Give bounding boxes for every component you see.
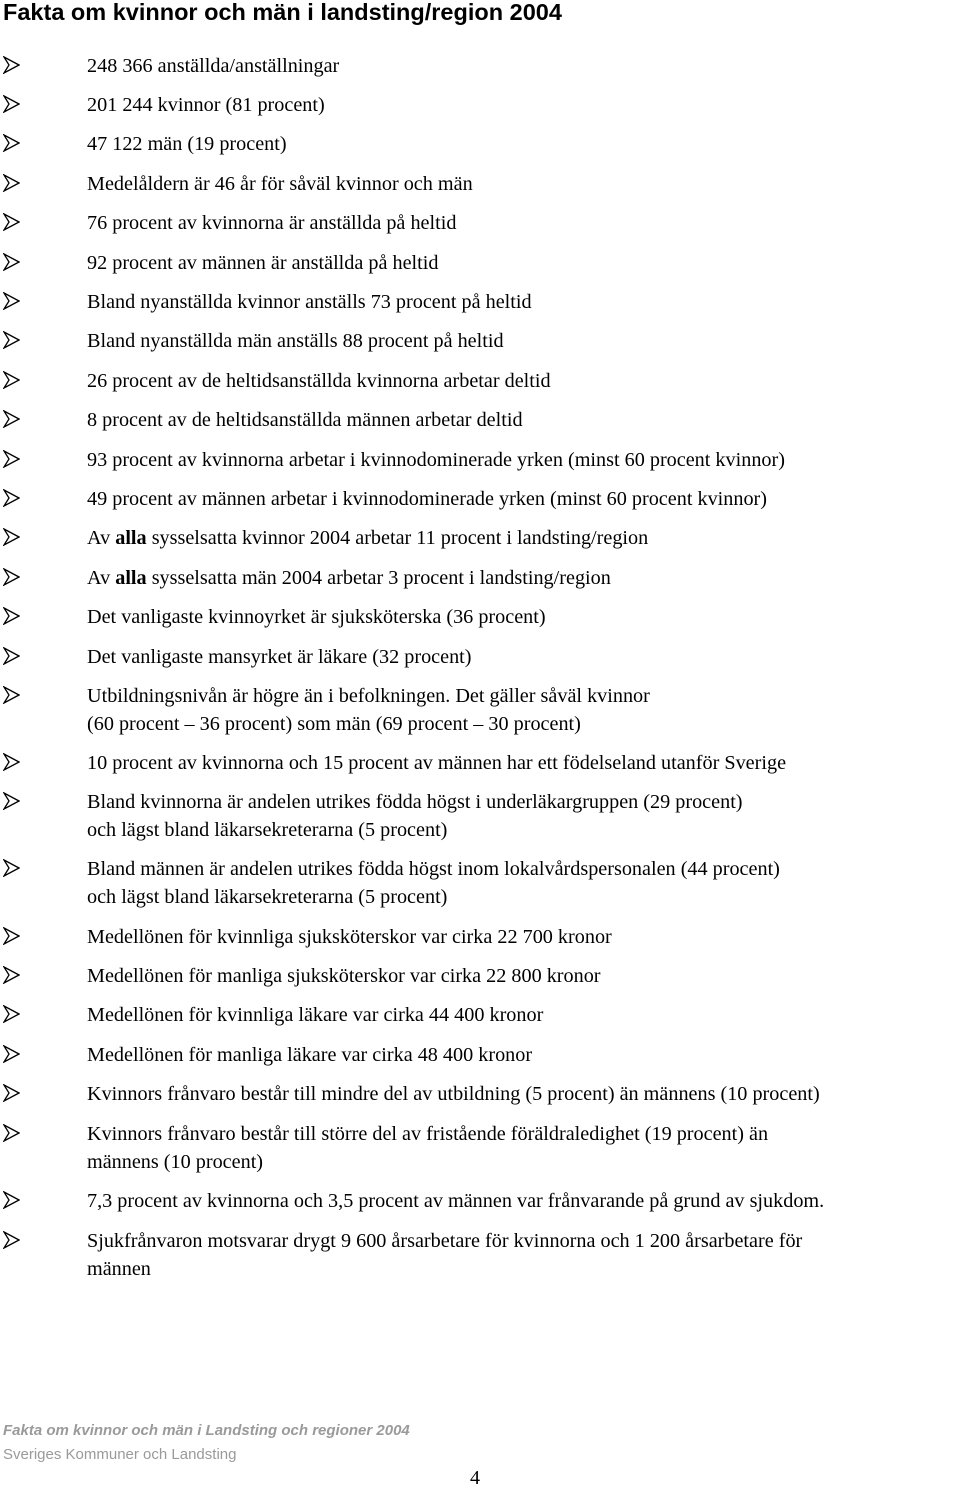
list-item-line bbox=[87, 171, 959, 199]
text-segment: Medelåldern är 46 år för såväl kvinnor och män bbox=[87, 173, 473, 195]
list-item-line bbox=[87, 1002, 959, 1030]
arrowhead-bullet-icon bbox=[3, 1191, 20, 1209]
footer-organization: Sveriges Kommuner och Landsting bbox=[3, 1446, 237, 1463]
list-item-line bbox=[87, 210, 959, 238]
page-number: 4 bbox=[470, 1467, 480, 1489]
arrowhead-bullet-icon bbox=[3, 331, 20, 349]
list-item-text bbox=[87, 328, 959, 356]
list-item-line bbox=[87, 525, 959, 553]
list-item-line bbox=[87, 711, 959, 739]
arrowhead-bullet-icon bbox=[3, 1124, 20, 1142]
arrowhead-bullet-icon bbox=[3, 1231, 20, 1249]
list-item-line bbox=[87, 53, 959, 81]
text-segment: Medellönen för kvinnliga sjuksköterskor var cirka 22 700 kronor bbox=[87, 926, 612, 948]
list-item-text bbox=[87, 486, 959, 514]
text-segment: sysselsatta kvinnor 2004 arbetar 11 procent i landsting/region bbox=[146, 527, 649, 549]
list-item-text bbox=[87, 171, 959, 199]
arrowhead-bullet-icon bbox=[3, 489, 20, 507]
text-segment: Medellönen för manliga sjuksköterskor var cirka 22 800 kronor bbox=[87, 965, 601, 987]
list-item-line bbox=[87, 1042, 959, 1070]
text-segment: 93 procent av kvinnorna arbetar i kvinnodominerade yrken (minst 60 procent kvinnor) bbox=[87, 449, 785, 471]
footer-title: Fakta om kvinnor och män i Landsting och regioner 2004 bbox=[3, 1422, 410, 1439]
text-segment: Det vanligaste kvinnoyrket är sjuksköterska (36 procent) bbox=[87, 606, 546, 628]
list-item-text bbox=[87, 289, 959, 317]
list-item-line bbox=[87, 131, 959, 159]
list-item-line bbox=[87, 884, 959, 912]
emphasis-text: alla bbox=[115, 527, 147, 549]
list-item-line bbox=[87, 250, 959, 278]
list-item-text bbox=[87, 1188, 959, 1216]
list-item-line bbox=[87, 289, 959, 317]
text-segment: männens (10 procent) bbox=[87, 1150, 264, 1173]
list-item-text bbox=[87, 644, 959, 672]
arrowhead-bullet-icon bbox=[3, 174, 20, 192]
list-item-line bbox=[87, 856, 959, 884]
list-item-text bbox=[87, 447, 959, 475]
list-item-line bbox=[87, 644, 959, 672]
text-segment: 8 procent av de heltidsanställda männen arbetar deltid bbox=[87, 409, 523, 431]
list-item-text bbox=[87, 1002, 959, 1030]
text-segment: Kvinnors frånvaro består till större del av fristående föräldraledighet (19 procent) än bbox=[87, 1123, 769, 1145]
page-title: Fakta om kvinnor och män i landsting/region 2004 bbox=[3, 0, 562, 25]
list-item-text bbox=[87, 565, 959, 593]
text-segment: Det vanligaste mansyrket är läkare (32 procent) bbox=[87, 646, 472, 668]
list-item-line bbox=[87, 92, 959, 120]
list-item-text bbox=[87, 250, 959, 278]
text-segment: Av bbox=[87, 567, 116, 589]
arrowhead-bullet-icon bbox=[3, 253, 20, 271]
list-item-text bbox=[87, 210, 959, 238]
arrowhead-bullet-icon bbox=[3, 134, 20, 152]
text-segment: 201 244 kvinnor (81 procent) bbox=[87, 94, 325, 116]
list-item-text bbox=[87, 604, 959, 632]
list-item-line bbox=[87, 486, 959, 514]
list-item-text bbox=[87, 525, 959, 553]
list-item-text bbox=[87, 1042, 959, 1070]
list-item-text bbox=[87, 856, 959, 911]
list-item-text bbox=[87, 924, 959, 952]
arrowhead-bullet-icon bbox=[3, 568, 20, 586]
list-item-text bbox=[87, 53, 959, 81]
list-item-line bbox=[87, 447, 959, 475]
list-item-line bbox=[87, 1228, 959, 1256]
list-item-line bbox=[87, 1256, 959, 1284]
arrowhead-bullet-icon bbox=[3, 1045, 20, 1063]
text-segment: 7,3 procent av kvinnorna och 3,5 procent av männen var frånvarande på grund av sjukdom. bbox=[87, 1190, 825, 1212]
list-item-text bbox=[87, 683, 959, 738]
list-item-line bbox=[87, 789, 959, 817]
text-segment: Bland nyanställda män anställs 88 procent på heltid bbox=[87, 330, 504, 352]
text-segment: 49 procent av männen arbetar i kvinnodominerade yrken (minst 60 procent kvinnor) bbox=[87, 488, 767, 510]
list-item-line bbox=[87, 924, 959, 952]
arrowhead-bullet-icon bbox=[3, 966, 20, 984]
text-segment: 76 procent av kvinnorna är anställda på heltid bbox=[87, 212, 457, 234]
text-segment: 92 procent av männen är anställda på heltid bbox=[87, 252, 439, 274]
arrowhead-bullet-icon bbox=[3, 792, 20, 810]
text-segment: 248 366 anställda/anställningar bbox=[87, 55, 340, 77]
text-segment: och lägst bland läkarsekreterarna (5 procent) bbox=[87, 818, 448, 841]
text-segment: Sjukfrånvaron motsvarar drygt 9 600 årsarbetare för kvinnorna och 1 200 årsarbetare för bbox=[87, 1230, 803, 1252]
arrowhead-bullet-icon bbox=[3, 213, 20, 231]
arrowhead-bullet-icon bbox=[3, 371, 20, 389]
text-segment: Medellönen för kvinnliga läkare var cirka 44 400 kronor bbox=[87, 1004, 544, 1026]
list-item-text bbox=[87, 789, 959, 844]
arrowhead-bullet-icon bbox=[3, 528, 20, 546]
arrowhead-bullet-icon bbox=[3, 607, 20, 625]
list-item-line bbox=[87, 368, 959, 396]
arrowhead-bullet-icon bbox=[3, 647, 20, 665]
text-segment: Bland männen är andelen utrikes födda högst inom lokalvårdspersonalen (44 procent) bbox=[87, 858, 780, 880]
list-item-text bbox=[87, 1228, 959, 1283]
list-item-line bbox=[87, 1149, 959, 1177]
text-segment: sysselsatta män 2004 arbetar 3 procent i landsting/region bbox=[146, 567, 611, 589]
list-item-text bbox=[87, 92, 959, 120]
text-segment: 26 procent av de heltidsanställda kvinnorna arbetar deltid bbox=[87, 370, 551, 392]
arrowhead-bullet-icon bbox=[3, 753, 20, 771]
list-item-line bbox=[87, 750, 959, 778]
text-segment: Bland kvinnorna är andelen utrikes födda högst i underläkargruppen (29 procent) bbox=[87, 791, 743, 813]
list-item-text bbox=[87, 1081, 959, 1109]
arrowhead-bullet-icon bbox=[3, 292, 20, 310]
list-item-text bbox=[87, 131, 959, 159]
text-segment: Bland nyanställda kvinnor anställs 73 procent på heltid bbox=[87, 291, 532, 313]
list-item-line bbox=[87, 407, 959, 435]
list-item-line bbox=[87, 1081, 959, 1109]
arrowhead-bullet-icon bbox=[3, 927, 20, 945]
text-segment: männen bbox=[87, 1257, 151, 1280]
list-item-line bbox=[87, 565, 959, 593]
text-segment: Av bbox=[87, 527, 116, 549]
list-item-line bbox=[87, 604, 959, 632]
text-segment: (60 procent – 36 procent) som män (69 procent – 30 procent) bbox=[87, 712, 581, 735]
list-item-text bbox=[87, 750, 959, 778]
arrowhead-bullet-icon bbox=[3, 1084, 20, 1102]
text-segment: Medellönen för manliga läkare var cirka 48 400 kronor bbox=[87, 1044, 533, 1066]
list-item-line bbox=[87, 817, 959, 845]
arrowhead-bullet-icon bbox=[3, 859, 20, 877]
arrowhead-bullet-icon bbox=[3, 56, 20, 74]
text-segment: och lägst bland läkarsekreterarna (5 procent) bbox=[87, 885, 448, 908]
emphasis-text: alla bbox=[115, 567, 147, 589]
list-item-text bbox=[87, 1121, 959, 1176]
arrowhead-bullet-icon bbox=[3, 686, 20, 704]
text-segment: 10 procent av kvinnorna och 15 procent av männen har ett födelseland utanför Sverige bbox=[87, 752, 787, 774]
text-segment: Kvinnors frånvaro består till mindre del av utbildning (5 procent) än männens (10 procent) bbox=[87, 1083, 820, 1105]
arrowhead-bullet-icon bbox=[3, 450, 20, 468]
list-item-line bbox=[87, 1121, 959, 1149]
list-item-line bbox=[87, 328, 959, 356]
list-item-text bbox=[87, 407, 959, 435]
list-item-line bbox=[87, 963, 959, 991]
arrowhead-bullet-icon bbox=[3, 95, 20, 113]
arrowhead-bullet-icon bbox=[3, 1005, 20, 1023]
list-item-line bbox=[87, 683, 959, 711]
list-item-line bbox=[87, 1188, 959, 1216]
text-segment: Utbildningsnivån är högre än i befolkningen. Det gäller såväl kvinnor bbox=[87, 685, 650, 707]
list-item-text bbox=[87, 963, 959, 991]
list-item-text bbox=[87, 368, 959, 396]
arrowhead-bullet-icon bbox=[3, 410, 20, 428]
text-segment: 47 122 män (19 procent) bbox=[87, 133, 287, 155]
